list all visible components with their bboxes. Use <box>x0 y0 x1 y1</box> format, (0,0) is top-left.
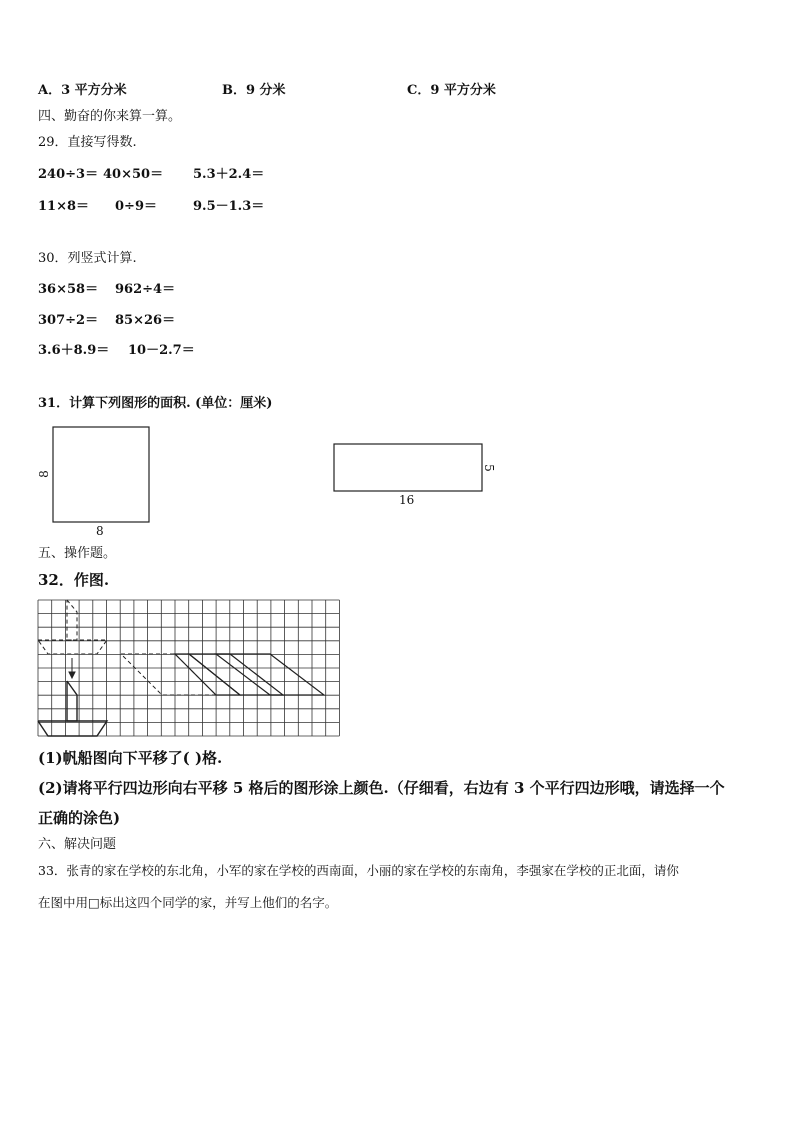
q29-expr: 240÷3＝ <box>38 167 99 182</box>
q33-line1: 33．张青的家在学校的东北角，小军的家在学校的西南面，小丽的家在学校的东南角，李强家在学校的正北面，请你 <box>38 863 679 878</box>
square-bottom-label: 8 <box>96 524 104 538</box>
q30-expr: 36×58＝ <box>38 282 99 297</box>
q29-expr: 0÷9＝ <box>115 199 157 214</box>
q30-expr: 85×26＝ <box>115 313 176 328</box>
q29-title: 29．直接写得数. <box>38 135 137 150</box>
q30-expr: 10－2.7＝ <box>128 343 195 358</box>
option-c: C．9 平方分米 <box>407 83 496 98</box>
rect-height-label: 5 <box>481 464 496 472</box>
parallelogram-candidate <box>189 654 283 695</box>
q29-expr: 11×8＝ <box>38 199 90 214</box>
q30-title: 30．列竖式计算. <box>38 251 137 266</box>
q32-part2-line1: (2)请将平行四边形向右平移 5 格后的图形涂上颜色.（仔细看，右边有 3 个平行四边形哦，请选择一个 <box>38 779 725 797</box>
q32-part2-line2: 正确的涂色) <box>38 809 121 827</box>
square-shape <box>53 427 149 522</box>
q33-line2: 在图中用□标出这四个同学的家，并写上他们的名字。 <box>38 895 338 910</box>
q29-expr: 40×50＝ <box>103 167 164 182</box>
q30-expr: 962÷4＝ <box>115 282 176 297</box>
q29-expr: 5.3＋2.4＝ <box>193 167 265 182</box>
parallelogram-candidate <box>175 654 240 695</box>
parallelogram-original <box>121 654 216 695</box>
q29-expr: 9.5－1.3＝ <box>193 199 265 214</box>
rectangle-shape <box>334 444 482 491</box>
q32-part1: (1)帆船图向下平移了( )格. <box>38 749 223 767</box>
section-5-title: 五、操作题。 <box>38 546 117 561</box>
section-4-title: 四、勤奋的你来算一算。 <box>38 109 182 124</box>
option-b: B．9 分米 <box>222 83 286 98</box>
option-a: A．3 平方分米 <box>38 83 127 98</box>
rect-width-label: 16 <box>399 493 415 507</box>
q30-expr: 307÷2＝ <box>38 313 99 328</box>
q31-title: 31．计算下列图形的面积. (单位：厘米) <box>38 396 273 411</box>
square-side-label: 8 <box>36 470 51 478</box>
q32-title: 32．作图. <box>38 571 110 589</box>
section-6-title: 六、解决问题 <box>38 837 117 852</box>
q30-expr: 3.6＋8.9＝ <box>38 343 110 358</box>
